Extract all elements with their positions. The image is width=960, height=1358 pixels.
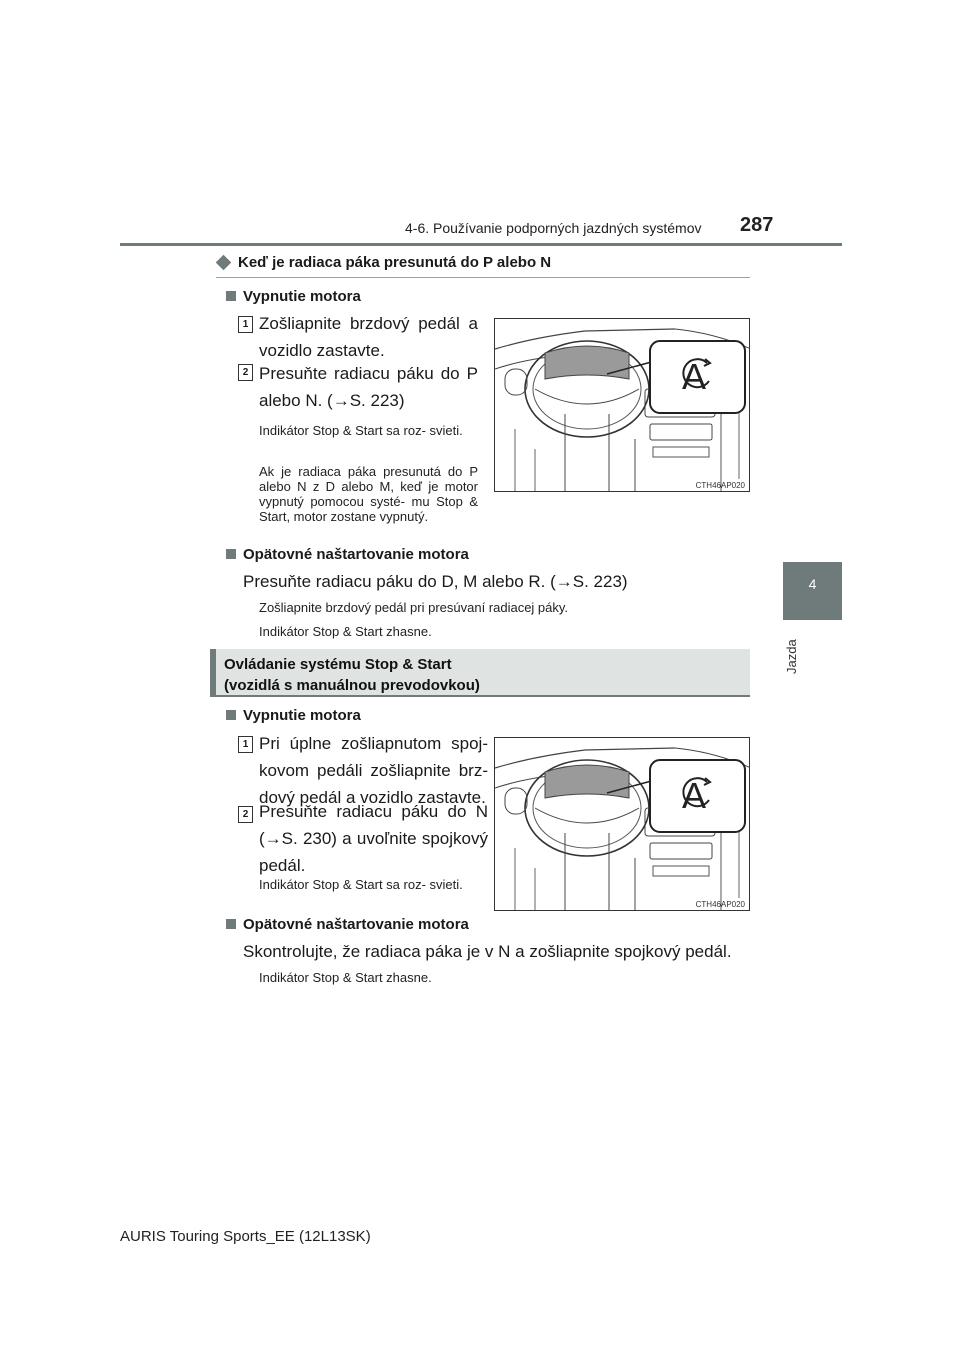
block1-step1-text: Zošliapnite brzdový pedál a vozidlo zastavte.	[259, 314, 478, 360]
step-number-badge: 2	[238, 806, 253, 823]
block1-note1: Indikátor Stop & Start sa roz- svieti.	[259, 423, 463, 438]
dashboard-illustration	[495, 738, 750, 911]
chapter-number: 4	[808, 576, 817, 592]
block3-heading-text: Vypnutie motora	[243, 707, 361, 724]
chapter-label: Jazda	[784, 639, 799, 674]
square-bullet-icon	[226, 710, 236, 720]
block2-heading	[226, 546, 469, 563]
footer-model-code: AURIS Touring Sports_EE (12L13SK)	[120, 1228, 371, 1245]
block4-note1: Indikátor Stop & Start zhasne.	[259, 970, 432, 985]
block3-step1-text: Pri úplne zošliapnutom spoj- kovom pedáli zošliapnite brz- dový pedál a vozidlo zastavte.	[259, 734, 488, 807]
running-header-title: 4-6. Používanie podporných jazdných systémov	[405, 220, 702, 236]
block2-text: Presuňte radiacu páku do D, M alebo R. (→S. 223)	[243, 572, 628, 591]
figure-code: CTH46AP020	[695, 900, 745, 909]
section-heading-line1: Ovládanie systému Stop & Start	[224, 656, 452, 673]
block4-text: Skontrolujte, že radiaca páka je v N a zošliapnite spojkový pedál.	[243, 942, 732, 961]
subsection-title	[216, 254, 551, 271]
section-heading-line2: (vozidlá s manuálnou prevodovkou)	[224, 677, 480, 694]
figure-dashboard-2	[494, 737, 750, 911]
callout-label: A	[681, 356, 707, 397]
header-rule	[120, 243, 842, 246]
step-number-badge: 2	[238, 364, 253, 381]
square-bullet-icon	[226, 919, 236, 929]
block3-step2-text: Presuňte radiacu páku do N (→S. 230) a uvoľnite spojkový pedál.	[259, 802, 488, 875]
section-heading-rule	[210, 695, 750, 697]
block1-heading-text: Vypnutie motora	[243, 288, 361, 305]
step-number-badge: 1	[238, 316, 253, 333]
block1-step2-text: Presuňte radiacu páku do P alebo N. (→S. 223)	[259, 364, 478, 410]
dashboard-illustration	[495, 319, 750, 492]
figure-dashboard-1	[494, 318, 750, 492]
page-number: 287	[740, 214, 774, 236]
block2-note1: Zošliapnite brzdový pedál pri presúvaní radiacej páky.	[259, 600, 569, 615]
square-bullet-icon	[226, 549, 236, 559]
section-heading	[224, 654, 480, 696]
block3-note1: Indikátor Stop & Start sa roz- svieti.	[259, 877, 463, 892]
block2-note2: Indikátor Stop & Start zhasne.	[259, 624, 432, 639]
figure-code: CTH46AP020	[695, 481, 745, 490]
block4-heading-text: Opätovné naštartovanie motora	[243, 916, 469, 933]
block1-note2: Ak je radiaca páka presunutá do P alebo N z D alebo M, keď je motor vypnutý pomocou systé- mu Stop & Start, motor zostane vypnutý.	[259, 464, 478, 524]
callout-label: A	[681, 775, 707, 816]
square-bullet-icon	[226, 291, 236, 301]
block1-heading	[226, 288, 361, 305]
subsection-rule	[216, 277, 750, 278]
block4-heading	[226, 916, 469, 933]
block2-heading-text: Opätovné naštartovanie motora	[243, 546, 469, 563]
step-number-badge: 1	[238, 736, 253, 753]
diamond-bullet-icon	[216, 255, 232, 271]
subsection-title-text: Keď je radiaca páka presunutá do P alebo N	[238, 254, 552, 271]
chapter-label-wrap	[776, 630, 816, 680]
block3-heading	[226, 707, 361, 724]
